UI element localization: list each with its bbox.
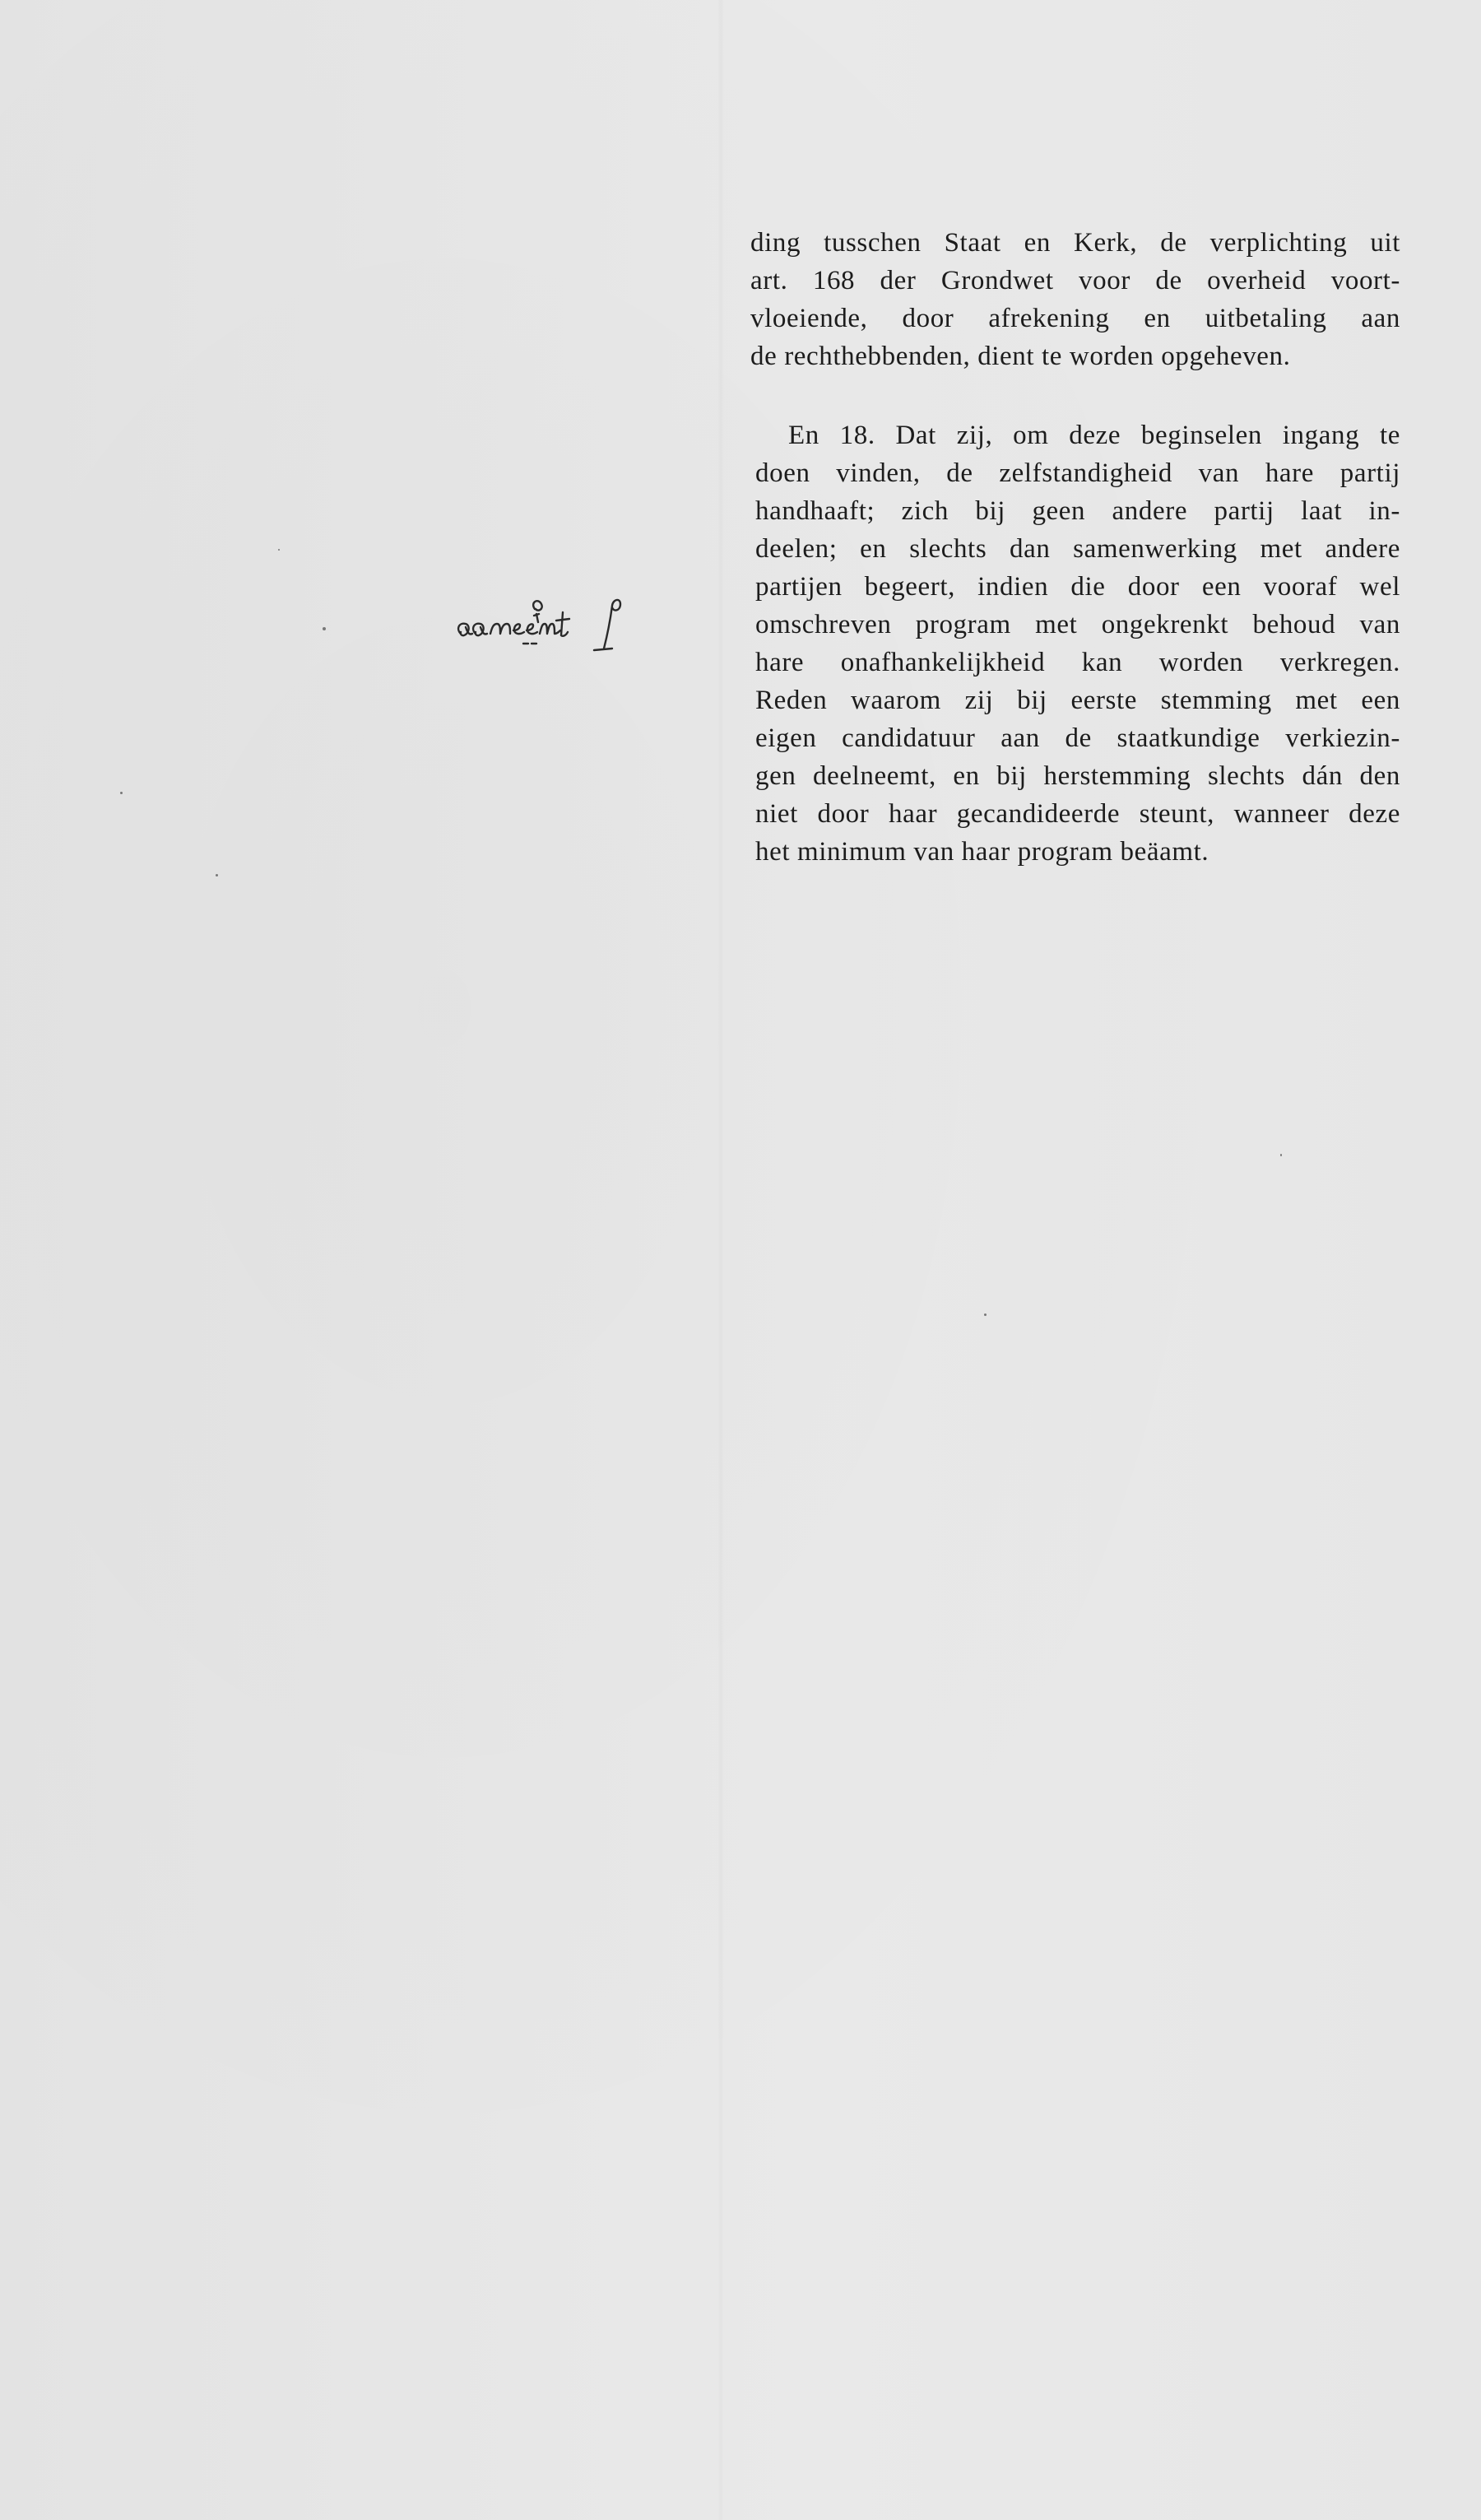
text-line: niet door haar gecandideerde steunt, wanneer deze	[755, 799, 1400, 829]
text-line: En 18. Dat zij, om deze beginselen ingang te	[788, 421, 1400, 450]
print-speck	[216, 874, 218, 876]
print-speck	[984, 1313, 987, 1316]
text-line: partijen begeert, indien die door een vooraf wel	[755, 572, 1400, 602]
print-speck	[1280, 1154, 1282, 1156]
text-line: het minimum van haar program beäamt.	[755, 837, 1209, 867]
text-line: ding tusschen Staat en Kerk, de verplichting uit	[750, 228, 1400, 258]
text-line: vloeiende, door afrekening en uitbetaling aan	[750, 304, 1400, 333]
paragraph-article-18	[755, 416, 1400, 871]
paragraph-spacer	[750, 375, 1400, 416]
text-line: deelen; en slechts dan samenwerking met andere	[755, 534, 1400, 564]
text-line: art. 168 der Grondwet voor de overheid voort-	[750, 266, 1400, 295]
handwritten-aanneemt-mark	[454, 591, 701, 670]
text-line: handhaaft; zich bij geen andere partij laat in-	[755, 496, 1400, 526]
paragraph-article-17-continued	[750, 224, 1400, 375]
text-line: omschreven program met ongekrenkt behoud van	[755, 610, 1400, 639]
print-speck	[323, 627, 326, 630]
text-line: de rechthebbenden, dient te worden opgeheven.	[750, 342, 1291, 371]
text-line: Reden waarom zij bij eerste stemming met een	[755, 686, 1400, 715]
text-line: eigen candidatuur aan de staatkundige verkiezin-	[755, 723, 1400, 753]
print-speck	[120, 792, 123, 794]
page-gutter-shadow	[717, 0, 724, 2520]
text-column	[750, 224, 1400, 871]
text-line: hare onafhankelijkheid kan worden verkregen.	[755, 648, 1400, 677]
text-line: doen vinden, de zelfstandigheid van hare partij	[755, 458, 1400, 488]
handwritten-margin-note	[454, 591, 701, 670]
print-speck	[278, 549, 280, 551]
text-line: gen deelneemt, en bij herstemming slechts dán den	[755, 761, 1400, 791]
